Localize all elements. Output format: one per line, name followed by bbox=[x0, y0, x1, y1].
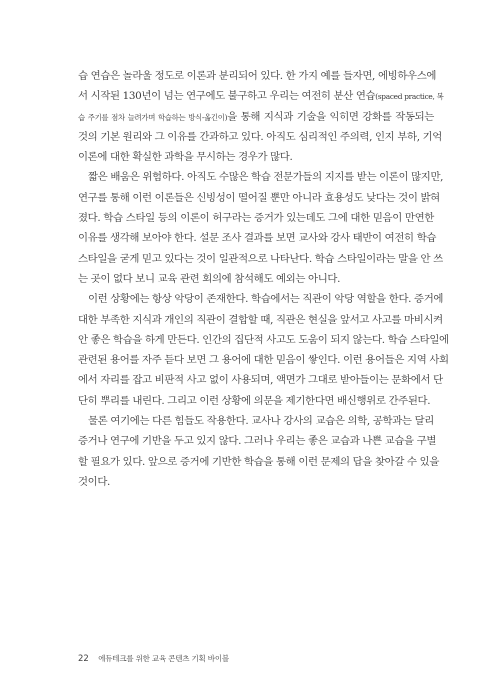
text-line: 졌다. 학습 스타일 등의 이론이 허구라는 증거가 있는데도 그에 대한 믿음이 만연한 bbox=[78, 212, 434, 225]
text-line: 짧은 배움은 위험하다. 아직도 수많은 학습 전문가들의 지지를 받는 이론이 많지만, bbox=[88, 171, 444, 184]
running-title: 에듀테크를 위한 교육 콘텐츠 기획 바이블 bbox=[98, 654, 229, 663]
text-line: 것이다. bbox=[78, 475, 111, 488]
text-line: 연구를 통해 이런 이론들은 신빙성이 떨어질 뿐만 아니라 효용성도 낮다는 것이 밝혀 bbox=[78, 191, 440, 204]
text-fragment: 서 시작된 130년이 넘는 연구에도 불구하고 우리는 여전히 분산 연습 bbox=[78, 90, 376, 103]
text-line bbox=[78, 86, 444, 106]
text-line: 물론 여기에는 다른 힘들도 작용한다. 교사나 강사의 교습은 의학, 공학과는 달리 bbox=[88, 415, 434, 428]
text-line bbox=[78, 107, 434, 127]
text-line: 이유를 생각해 보아야 한다. 설문 조사 결과를 보면 교사와 강사 태반이 여전히 학습 bbox=[78, 232, 437, 245]
text-line: 이런 상황에는 항상 악당이 존재한다. 학습에서는 직관이 악당 역할을 한다. 증거에 bbox=[88, 293, 444, 306]
translator-note: 습 주기를 점차 늘려가며 학습하는 방식-옮긴이) bbox=[78, 112, 228, 122]
text-line: 는 곳이 없다 보니 교육 관련 회의에 참석해도 예외는 아니다. bbox=[78, 272, 341, 285]
text-line: 증거나 연구에 기반을 두고 있지 않다. 그러나 우리는 좋은 교습과 나쁜 교습을 구별 bbox=[78, 435, 437, 448]
page-number: 22 bbox=[78, 654, 89, 664]
text-line: 습 연습은 놀라울 정도로 이론과 분리되어 있다. 한 가지 예를 들자면, 에빙하우스에 bbox=[78, 70, 437, 82]
text-line: 것의 기본 원리와 그 이유를 간과하고 있다. 아직도 심리적인 주의력, 인지 부하, 기억 bbox=[78, 130, 442, 143]
text-line: 에서 자리를 잡고 비판적 사고 없이 사용되며, 액면가 그대로 받아들이는 문화에서 단 bbox=[78, 374, 443, 387]
body-text bbox=[78, 66, 449, 492]
text-line: 할 필요가 있다. 앞으로 증거에 기반한 학습을 통해 이런 문제의 답을 찾아갈 수 있을 bbox=[78, 455, 440, 468]
text-line: 관련된 용어를 자주 듣다 보면 그 용어에 대한 믿음이 쌓인다. 이런 용어들은 지역 사회 bbox=[78, 354, 449, 367]
text-fragment: 을 통해 지식과 기술을 익히면 강화를 작동되는 bbox=[227, 110, 434, 123]
text-line: 이론에 대한 확실한 과학을 무시하는 경우가 많다. bbox=[78, 151, 293, 164]
translator-note: (spaced practice, 복 bbox=[375, 92, 444, 102]
text-line: 단히 뿌리를 내린다. 그리고 이런 상황에 의문을 제기한다면 배신행위로 간주된다. bbox=[78, 394, 431, 407]
text-line: 스타일을 굳게 믿고 있다는 것이 일관적으로 나타난다. 학습 스타일이라는 말을 안 쓰 bbox=[78, 252, 443, 265]
text-line: 안 좋은 학습을 하게 만든다. 인간의 집단적 사고도 도움이 되지 않는다. 학습 스타일에 bbox=[78, 333, 449, 346]
text-line: 대한 부족한 지식과 개인의 직관이 결합할 때, 직관은 현실을 앞서고 사고를 마비시켜 bbox=[78, 313, 443, 326]
page-footer bbox=[78, 653, 229, 664]
